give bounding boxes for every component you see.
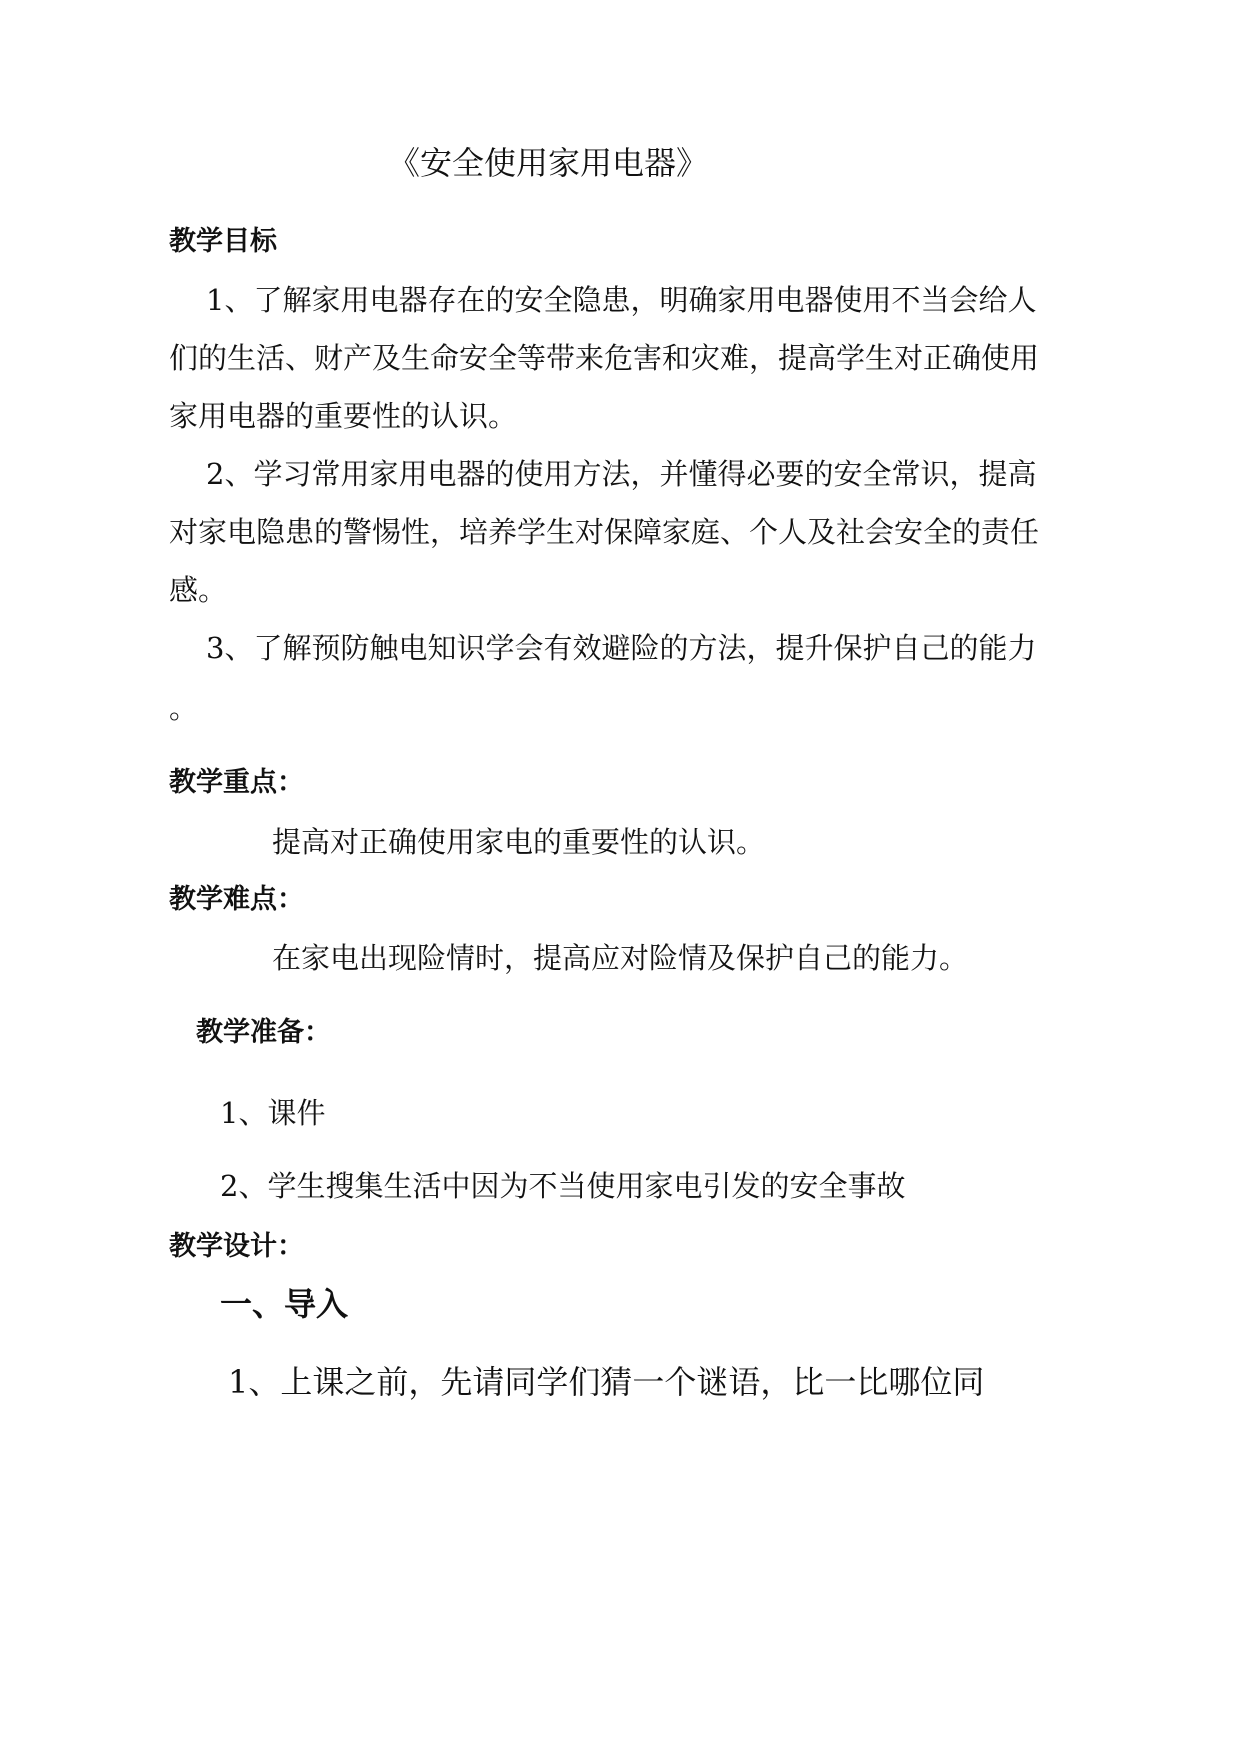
difficulties-text: 在家电出现险情时，提高应对险情及保护自己的能力。 — [272, 941, 969, 975]
section-title-intro: 一、导入 — [220, 1285, 349, 1323]
objective-line: 3、了解预防触电知识学会有效避险的方法，提升保护自己的能力 — [206, 631, 1037, 665]
preparation-item: 2、学生搜集生活中因为不当使用家电引发的安全事故 — [220, 1169, 906, 1203]
objective-line: 家用电器的重要性的认识。 — [169, 399, 518, 433]
key-points-text: 提高对正确使用家电的重要性的认识。 — [272, 825, 766, 859]
objective-line: 1、了解家用电器存在的安全隐患，明确家用电器使用不当会给人 — [206, 283, 1037, 317]
objective-line: 。 — [169, 691, 199, 725]
heading-difficulties: 教学难点： — [169, 884, 304, 915]
objective-line: 感。 — [169, 573, 228, 607]
heading-objectives: 教学目标 — [169, 226, 277, 257]
preparation-item: 1、课件 — [220, 1096, 326, 1130]
design-line: 1、上课之前，先请同学们猜一个谜语，比一比哪位同 — [228, 1363, 985, 1401]
heading-preparation: 教学准备： — [196, 1017, 331, 1048]
heading-design: 教学设计： — [169, 1231, 304, 1262]
objective-line: 2、学习常用家用电器的使用方法，并懂得必要的安全常识，提高 — [206, 457, 1037, 491]
document-title: 《安全使用家用电器》 — [388, 144, 709, 182]
heading-key-points: 教学重点： — [169, 767, 304, 798]
objective-line: 对家电隐患的警惕性，培养学生对保障家庭、个人及社会安全的责任 — [169, 515, 1040, 549]
objective-line: 们的生活、财产及生命安全等带来危害和灾难，提高学生对正确使用 — [169, 341, 1040, 375]
